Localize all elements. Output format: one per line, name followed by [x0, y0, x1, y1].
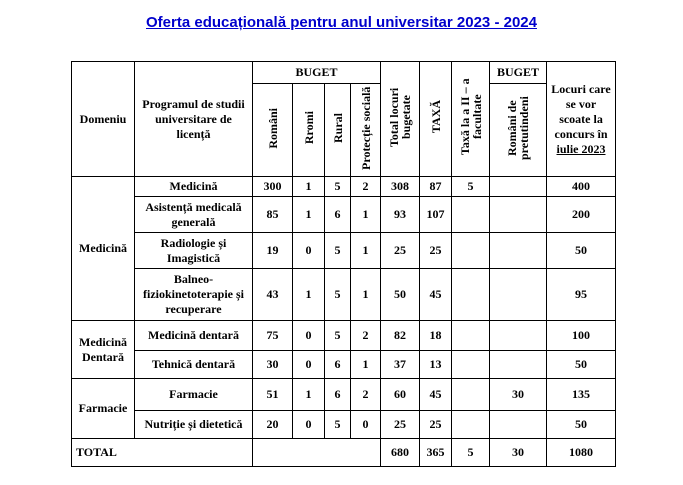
- taxa-cell: 13: [420, 351, 452, 379]
- rural-cell: 6: [325, 379, 351, 411]
- total-cell: 308: [381, 177, 420, 197]
- total-row: [72, 439, 616, 467]
- protectie-cell: 0: [351, 411, 381, 439]
- protectie-cell: 2: [351, 321, 381, 351]
- program-cell: Medicină dentară: [135, 321, 253, 351]
- protectie-cell: 1: [351, 233, 381, 269]
- header-total-bugetate: [381, 62, 420, 177]
- taxa-cell: 45: [420, 379, 452, 411]
- header-program: Programul de studii universitare de licență: [135, 62, 253, 177]
- total-locuri-cell: 1080: [547, 439, 616, 467]
- pretutindeni-cell: [490, 351, 547, 379]
- protectie-cell: 2: [351, 177, 381, 197]
- table-row: [72, 321, 616, 351]
- header-locuri: [547, 62, 616, 177]
- rural-cell: 6: [325, 197, 351, 233]
- rromi-cell: 1: [293, 197, 325, 233]
- romani-cell: 43: [253, 269, 293, 321]
- total-cell: 37: [381, 351, 420, 379]
- romani-cell: 51: [253, 379, 293, 411]
- rromi-cell: 0: [293, 321, 325, 351]
- header-taxa-a-doua-label: Taxă la a II – a facultate: [457, 78, 484, 156]
- program-cell: Nutriție și dietetică: [135, 411, 253, 439]
- rural-cell: 5: [325, 269, 351, 321]
- rural-cell: 5: [325, 177, 351, 197]
- pretutindeni-cell: [490, 411, 547, 439]
- romani-cell: 20: [253, 411, 293, 439]
- total-taxa-cell: 365: [420, 439, 452, 467]
- locuri-cell: 135: [547, 379, 616, 411]
- offer-table: [71, 61, 616, 467]
- total-cell: 82: [381, 321, 420, 351]
- program-cell: Medicină: [135, 177, 253, 197]
- header-buget2: BUGET: [490, 62, 547, 84]
- total-buget-empty: [253, 439, 381, 467]
- table-row: [72, 379, 616, 411]
- rural-cell: 5: [325, 411, 351, 439]
- locuri-cell: 50: [547, 233, 616, 269]
- taxa2-cell: [452, 269, 490, 321]
- header-rural-label: Rural: [330, 113, 345, 143]
- header-rural: [325, 84, 351, 177]
- locuri-cell: 100: [547, 321, 616, 351]
- total-cell: 93: [381, 197, 420, 233]
- page-title[interactable]: Oferta educațională pentru anul universitar 2023 - 2024: [146, 14, 537, 31]
- taxa2-cell: [452, 379, 490, 411]
- domain-farmacie: Farmacie: [72, 379, 135, 439]
- header-taxa: [420, 62, 452, 177]
- total-label: TOTAL: [72, 439, 253, 467]
- taxa-cell: 25: [420, 411, 452, 439]
- protectie-cell: 1: [351, 351, 381, 379]
- taxa2-cell: [452, 321, 490, 351]
- table-row: [72, 233, 616, 269]
- romani-cell: 30: [253, 351, 293, 379]
- pretutindeni-cell: [490, 233, 547, 269]
- table-row: [72, 269, 616, 321]
- taxa-cell: 87: [420, 177, 452, 197]
- total-pretutindeni-cell: 30: [490, 439, 547, 467]
- taxa-cell: 18: [420, 321, 452, 351]
- table-row: [72, 197, 616, 233]
- header-locuri-date: iulie 2023: [556, 141, 606, 156]
- romani-cell: 19: [253, 233, 293, 269]
- taxa2-cell: [452, 233, 490, 269]
- romani-cell: 85: [253, 197, 293, 233]
- table-row: [72, 411, 616, 439]
- header-total-bugetate-label: Total locuri bugetate: [387, 87, 414, 147]
- rromi-cell: 0: [293, 351, 325, 379]
- taxa-cell: 107: [420, 197, 452, 233]
- taxa-cell: 45: [420, 269, 452, 321]
- header-romani-pretutindeni-label: Români de pretutindeni: [505, 96, 532, 160]
- taxa2-cell: [452, 197, 490, 233]
- rromi-cell: 1: [293, 379, 325, 411]
- table-row: [72, 351, 616, 379]
- table-row: [72, 177, 616, 197]
- total-cell: 60: [381, 379, 420, 411]
- domain-medicina-dentara: Medicină Dentară: [72, 321, 135, 379]
- total-cell: 25: [381, 233, 420, 269]
- program-cell: Radiologie și Imagistică: [135, 233, 253, 269]
- taxa-cell: 25: [420, 233, 452, 269]
- locuri-cell: 400: [547, 177, 616, 197]
- header-buget: BUGET: [253, 62, 381, 84]
- rromi-cell: 0: [293, 411, 325, 439]
- program-cell: Tehnică dentară: [135, 351, 253, 379]
- header-rromi-label: Rromi: [301, 111, 316, 145]
- header-protectie: [351, 84, 381, 177]
- total-taxa2-cell: 5: [452, 439, 490, 467]
- locuri-cell: 50: [547, 411, 616, 439]
- romani-cell: 75: [253, 321, 293, 351]
- protectie-cell: 1: [351, 197, 381, 233]
- header-romani-pretutindeni: [490, 84, 547, 177]
- romani-cell: 300: [253, 177, 293, 197]
- header-taxa-a-doua: [452, 62, 490, 177]
- header-romani-label: Români: [265, 107, 280, 149]
- domain-medicina: Medicină: [72, 177, 135, 321]
- pretutindeni-cell: [490, 269, 547, 321]
- header-domeniu: Domeniu: [72, 62, 135, 177]
- total-cell: 50: [381, 269, 420, 321]
- total-cell: 25: [381, 411, 420, 439]
- locuri-cell: 200: [547, 197, 616, 233]
- locuri-cell: 95: [547, 269, 616, 321]
- pretutindeni-cell: [490, 197, 547, 233]
- header-rromi: [293, 84, 325, 177]
- header-protectie-label: Protecție socială: [358, 86, 373, 170]
- program-cell: Asistență medicală generală: [135, 197, 253, 233]
- rromi-cell: 0: [293, 233, 325, 269]
- program-cell: Farmacie: [135, 379, 253, 411]
- rromi-cell: 1: [293, 177, 325, 197]
- rromi-cell: 1: [293, 269, 325, 321]
- taxa2-cell: [452, 351, 490, 379]
- total-bugetate-cell: 680: [381, 439, 420, 467]
- header-taxa-label: TAXĂ: [428, 100, 443, 134]
- rural-cell: 5: [325, 233, 351, 269]
- pretutindeni-cell: 30: [490, 379, 547, 411]
- program-cell: Balneo-fiziokinetoterapie și recuperare: [135, 269, 253, 321]
- rural-cell: 6: [325, 351, 351, 379]
- header-locuri-text: Locuri care se vor scoate la concurs în: [551, 81, 611, 141]
- rural-cell: 5: [325, 321, 351, 351]
- protectie-cell: 1: [351, 269, 381, 321]
- pretutindeni-cell: [490, 321, 547, 351]
- pretutindeni-cell: [490, 177, 547, 197]
- taxa2-cell: [452, 411, 490, 439]
- locuri-cell: 50: [547, 351, 616, 379]
- taxa2-cell: 5: [452, 177, 490, 197]
- protectie-cell: 2: [351, 379, 381, 411]
- header-romani: [253, 84, 293, 177]
